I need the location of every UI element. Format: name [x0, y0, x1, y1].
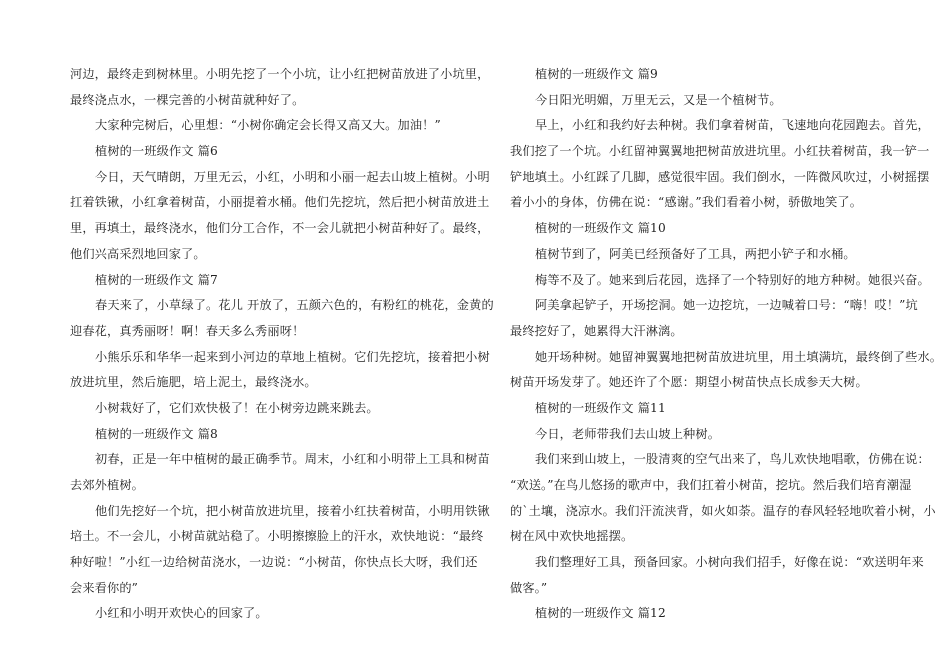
- left-text-line: 初春，正是一年中植树的最正确季节。周末，小红和小明带上工具和树苗: [95, 452, 490, 467]
- left-text-line: 扛着铁锹，小红拿着树苗，小丽提着水桶。他们先挖坑，然后把小树苗放进土: [70, 195, 490, 210]
- left-text-line: 河边，最终走到树林里。小明先挖了一个小坑，让小红把树苗放进了小坑里，: [70, 67, 490, 81]
- right-essay-heading: 植树的一班级作文 篇12: [535, 606, 666, 621]
- right-text-line: 树苗开场发芽了。她还许了个愿：期望小树苗快点长成参天大树。: [510, 375, 868, 390]
- left-text-line: 他们兴高采烈地回家了。: [70, 246, 206, 261]
- right-text-line: 她开场种树。她留神翼翼地把树苗放进坑里，用土填满坑，最终倒了些水。: [535, 349, 943, 364]
- right-text-line: 树在风中欢快地摇摆。: [510, 529, 634, 544]
- right-text-line: 今日阳光明媚，万里无云，又是一个植树节。: [535, 92, 782, 107]
- right-text-line: 今日，老师带我们去山坡上种树。: [535, 426, 721, 441]
- left-text-line: 小红和小明开欢快心的回家了。: [95, 606, 268, 621]
- right-text-line: 梅等不及了。她来到后花园，选择了一个特别好的地方种树。她很兴奋。: [535, 272, 930, 287]
- left-text-line: 种好啦！”小红一边给树苗浇水，一边说：“小树苗，你快点长大呀，我们还: [70, 555, 478, 570]
- right-text-line: 我们来到山坡上，一股清爽的空气出来了，鸟儿欢快地唱歌，仿佛在说：: [535, 452, 930, 467]
- right-text-line: 早上，小红和我约好去种树。我们拿着树苗，飞速地向花园跑去。首先，: [535, 118, 930, 133]
- right-text-line: 我们整理好工具，预备回家。小树向我们招手，好像在说：“欢送明年来: [535, 555, 924, 570]
- right-text-line: “欢送。”在鸟儿悠扬的歌声中，我们扛着小树苗，挖坑。然后我们培育潮湿: [510, 478, 912, 492]
- right-text-line: 最终挖好了，她累得大汗淋漓。: [510, 323, 683, 338]
- left-essay-heading: 植树的一班级作文 篇8: [95, 426, 218, 441]
- document-page: [0, 62, 950, 662]
- left-text-line: 小熊乐乐和华华一起来到小河边的草地上植树。它们先挖坑，接着把小树: [95, 349, 490, 364]
- left-text-line: 小树栽好了，它们欢快极了！在小树旁边跳来跳去。: [95, 400, 379, 415]
- left-essay-heading: 植树的一班级作文 篇6: [95, 144, 218, 159]
- right-text-line: 着小小的身体，仿佛在说：“感谢。”我们看着小树，骄傲地笑了。: [510, 195, 863, 210]
- left-text-line: 最终浇点水，一棵完善的小树苗就种好了。: [70, 92, 305, 107]
- right-text-line: 做客。”: [510, 580, 548, 595]
- left-text-line: 放进坑里，然后施肥，培上泥土，最终浇水。: [70, 375, 317, 390]
- right-text-line: 植树节到了，阿美已经预备好了工具，两把小铲子和水桶。: [535, 246, 856, 261]
- right-essay-heading: 植树的一班级作文 篇10: [535, 221, 666, 236]
- left-text-line: 培土。不一会儿，小树苗就站稳了。小明擦擦脸上的汗水，欢快地说：“最终: [70, 529, 484, 544]
- left-column: [70, 62, 494, 627]
- right-column: [510, 62, 943, 627]
- right-essay-heading: 植树的一班级作文 篇9: [535, 67, 658, 81]
- left-text-line: 里，再填土，最终浇水，他们分工合作，不一会儿就把小树苗种好了。最终，: [70, 221, 490, 236]
- right-text-line: 铲地填土。小红踩了几脚，感觉很牢固。我们倒水，一阵微风吹过，小树摇摆: [510, 169, 930, 184]
- left-text-line: 迎春花，真秀丽呀！啊！春天多么秀丽呀！: [70, 323, 305, 338]
- left-text-line: 大家种完树后，心里想：“小树你确定会长得又高又大。加油！”: [95, 118, 441, 133]
- right-text-line: 的`土壤，浇凉水。我们汗流浃背，如火如荼。温存的春风轻轻地吹着小树，小: [510, 503, 936, 518]
- left-text-line: 春天来了，小草绿了。花儿 开放了，五颜六色的，有粉红的桃花，金黄的: [95, 298, 494, 313]
- right-text-line: 阿美拿起铲子，开场挖洞。她一边挖坑，一边喊着口号：“嗨！哎！”坑: [535, 298, 918, 313]
- right-essay-heading: 植树的一班级作文 篇11: [535, 400, 666, 415]
- left-text-line: 会来看你的”: [70, 580, 139, 595]
- left-text-line: 去郊外植树。: [70, 478, 145, 492]
- left-text-line: 他们先挖好一个坑，把小树苗放进坑里，接着小红扶着树苗，小明用铁锹: [95, 503, 490, 518]
- left-essay-heading: 植树的一班级作文 篇7: [95, 272, 218, 287]
- right-text-line: 我们挖了一个坑。小红留神翼翼地把树苗放进坑里。小红扶着树苗，我一铲一: [510, 144, 930, 159]
- left-text-line: 今日，天气晴朗，万里无云，小红，小明和小丽一起去山坡上植树。小明: [95, 169, 490, 184]
